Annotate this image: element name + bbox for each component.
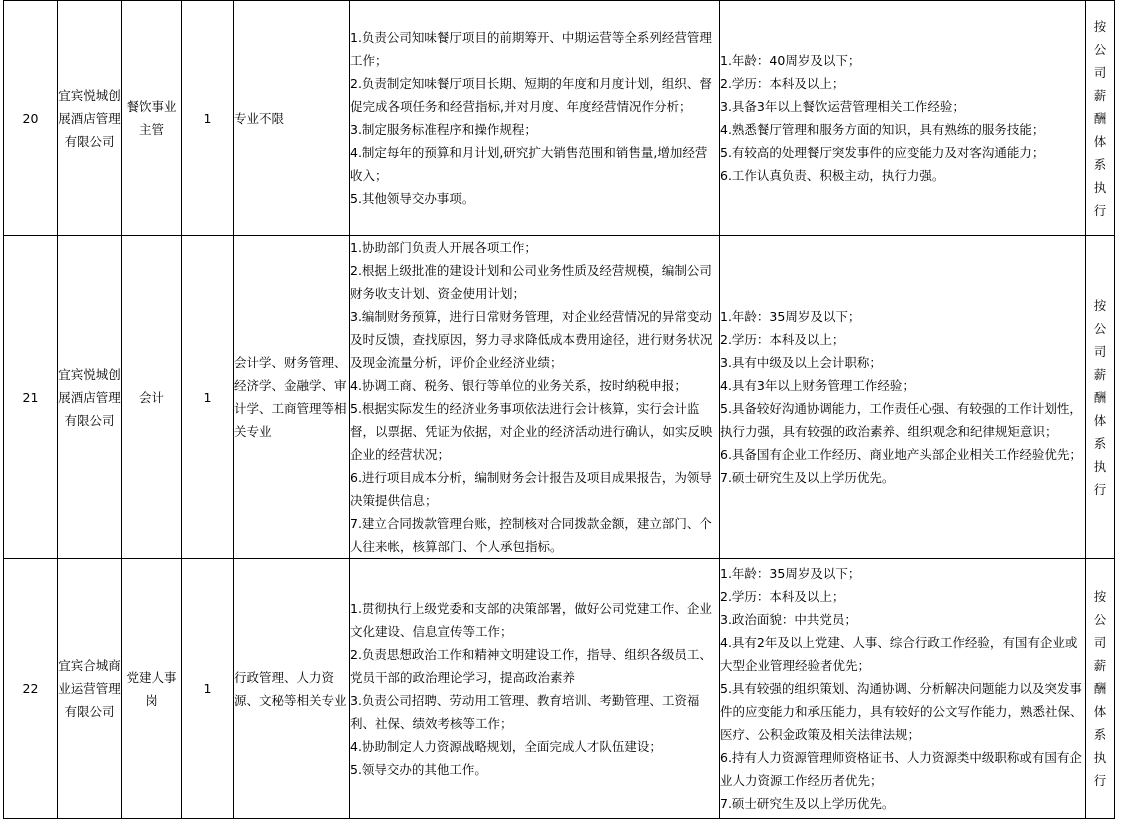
salary-char: 酬: [1093, 389, 1107, 405]
requirement-item: 4.具有3年以上财务管理工作经验；: [720, 378, 915, 393]
salary-char: 系: [1093, 727, 1107, 742]
company-name: 宜宾悦城创展酒店管理有限公司: [58, 236, 122, 559]
salary-char: 公: [1093, 41, 1107, 57]
recruitment-table: [3, 0, 1115, 819]
salary-char: 公: [1093, 320, 1107, 336]
row-number: 20: [4, 1, 58, 236]
job-requirements: [720, 1, 1086, 236]
salary-char: 执: [1093, 179, 1107, 195]
duty-item: 3.负责公司招聘、劳动用工管理、教育培训、考勤管理、工资福利、社保、绩效考核等工作；: [350, 692, 700, 731]
job-requirements: [720, 236, 1086, 559]
job-requirements: [720, 559, 1086, 819]
duty-item: 5.其他领导交办事项。: [350, 191, 475, 206]
requirement-item: 5.具有较强的组织策划、沟通协调、分析解决问题能力以及突发事件的应变能力和承压能力，具有较好的公文写作能力，熟悉社保、医疗、公积金政策及相关法律法规；: [720, 681, 1083, 742]
salary-char: 司: [1093, 64, 1107, 80]
salary-char: 按: [1093, 18, 1107, 34]
salary-note: [1086, 236, 1115, 559]
salary-char: 薪: [1093, 87, 1107, 103]
requirement-item: 4.熟悉餐厅管理和服务方面的知识，具有熟练的服务技能；: [720, 122, 1045, 137]
requirement-item: 7.硕士研究生及以上学历优先。: [720, 796, 895, 811]
headcount: 1: [182, 1, 234, 236]
salary-char: 行: [1093, 773, 1107, 788]
duty-item: 1.贯彻执行上级党委和支部的决策部署，做好公司党建工作、企业文化建设、信息宣传等工作；: [350, 600, 712, 639]
headcount: 1: [182, 559, 234, 819]
requirement-item: 5.有较高的处理餐厅突发事件的应变能力及对客沟通能力；: [720, 145, 1045, 160]
salary-char: 体: [1093, 412, 1107, 428]
salary-char: 执: [1093, 458, 1107, 474]
requirement-item: 6.具备国有企业工作经历、商业地产头部企业相关工作经验优先；: [720, 447, 1082, 462]
duty-item: 2.负责制定知味餐厅项目长期、短期的年度和月度计划，组织、督促完成各项任务和经营指标,并对月度、年度经营情况作分析；: [350, 76, 712, 114]
duty-item: 7.建立合同拨款管理台账，控制核对合同拨款金额，建立部门、个人往来帐，核算部门、个人承包指标。: [350, 516, 712, 554]
major-requirement: 专业不限: [234, 1, 350, 236]
requirement-item: 3.具备3年以上餐饮运营管理相关工作经验；: [720, 99, 965, 114]
requirement-item: 2.学历：本科及以上；: [720, 589, 845, 604]
duty-item: 5.根据实际发生的经济业务事项依法进行会计核算，实行会计监督，以票据、凭证为依据，对企业的经济活动进行确认，如实反映企业的经营状况；: [350, 401, 713, 462]
requirement-item: 7.硕士研究生及以上学历优先。: [720, 470, 895, 485]
salary-char: 行: [1093, 202, 1107, 218]
duty-item: 4.制定每年的预算和月计划,研究扩大销售范围和销售量,增加经营收入；: [350, 145, 708, 183]
row-number: 21: [4, 236, 58, 559]
salary-char: 薪: [1093, 366, 1107, 382]
salary-char: 行: [1093, 481, 1107, 497]
duty-item: 6.进行项目成本分析，编制财务会计报告及项目成果报告，为领导决策提供信息；: [350, 470, 712, 508]
salary-char: 按: [1093, 589, 1107, 604]
table-row: [4, 1, 1115, 236]
duty-item: 1.协助部门负责人开展各项工作；: [350, 240, 537, 255]
post-title: 餐饮事业主管: [122, 1, 182, 236]
salary-char: 薪: [1093, 658, 1107, 673]
job-duties: [350, 559, 720, 819]
table-row: [4, 559, 1115, 819]
requirement-item: 3.政治面貌：中共党员；: [720, 612, 857, 627]
salary-char: 公: [1093, 612, 1107, 627]
post-title: 党建人事岗: [122, 559, 182, 819]
salary-char: 体: [1093, 704, 1107, 719]
salary-char: 执: [1093, 750, 1107, 765]
salary-char: 系: [1093, 156, 1107, 172]
duty-item: 3.编制财务预算，进行日常财务管理，对企业经营情况的异常变动及时反馈，查找原因，努力寻求降低成本费用途径，进行财务状况及现金流量分析，评价企业经济业绩；: [350, 309, 713, 370]
headcount: 1: [182, 236, 234, 559]
salary-note: [1086, 559, 1115, 819]
row-number: 22: [4, 559, 58, 819]
salary-note: [1086, 1, 1115, 236]
company-name: 宜宾合城商业运营管理有限公司: [58, 559, 122, 819]
duty-item: 5.领导交办的其他工作。: [350, 761, 487, 777]
job-duties: [350, 1, 720, 236]
requirement-item: 1.年龄：35周岁及以下；: [720, 309, 861, 324]
duty-item: 2.根据上级批准的建设计划和公司业务性质及经营规模，编制公司财务收支计划、资金使用计划；: [350, 263, 712, 301]
duty-item: 3.制定服务标准程序和操作规程；: [350, 122, 537, 137]
duty-item: 4.协助制定人力资源战略规划，全面完成人才队伍建设；: [350, 738, 662, 754]
salary-char: 司: [1093, 635, 1107, 650]
requirement-item: 2.学历：本科及以上；: [720, 332, 845, 347]
salary-char: 按: [1093, 297, 1107, 313]
requirement-item: 2.学历：本科及以上；: [720, 76, 845, 91]
requirement-item: 6.持有人力资源管理师资格证书、人力资源类中级职称或有国有企业人力资源工作经历者优先；: [720, 750, 1082, 788]
requirement-item: 4.具有2年及以上党建、人事、综合行政工作经验，有国有企业或大型企业管理经验者优先；: [720, 635, 1078, 673]
salary-char: 体: [1093, 133, 1107, 149]
requirement-item: 1.年龄：35周岁及以下；: [720, 566, 861, 581]
post-title: 会计: [122, 236, 182, 559]
salary-char: 酬: [1093, 681, 1107, 696]
salary-char: 酬: [1093, 110, 1107, 126]
table-row: [4, 236, 1115, 559]
salary-char: 系: [1093, 435, 1107, 451]
requirement-item: 5.具备较好沟通协调能力，工作责任心强、有较强的工作计划性，执行力强，具有较强的政治素养、组织观念和纪律规矩意识；: [720, 401, 1082, 439]
major-requirement: 行政管理、人力资源、文秘等相关专业: [234, 559, 350, 819]
company-name: 宜宾悦城创展酒店管理有限公司: [58, 1, 122, 236]
requirement-item: 6.工作认真负责、积极主动，执行力强。: [720, 168, 945, 183]
requirement-item: 1.年龄：40周岁及以下；: [720, 53, 861, 68]
requirement-item: 3.具有中级及以上会计职称；: [720, 355, 882, 370]
duty-item: 2.负责思想政治工作和精神文明建设工作，指导、组织各级员工、党员干部的政治理论学习，提高政治素养: [350, 646, 712, 685]
salary-char: 司: [1093, 343, 1107, 359]
duty-item: 4.协调工商、税务、银行等单位的业务关系，按时纳税申报；: [350, 378, 687, 393]
duty-item: 1.负责公司知味餐厅项目的前期筹开、中期运营等全系列经营管理工作；: [350, 30, 712, 68]
job-duties: [350, 236, 720, 559]
major-requirement: 会计学、财务管理、经济学、金融学、审计学、工商管理等相关专业: [234, 236, 350, 559]
